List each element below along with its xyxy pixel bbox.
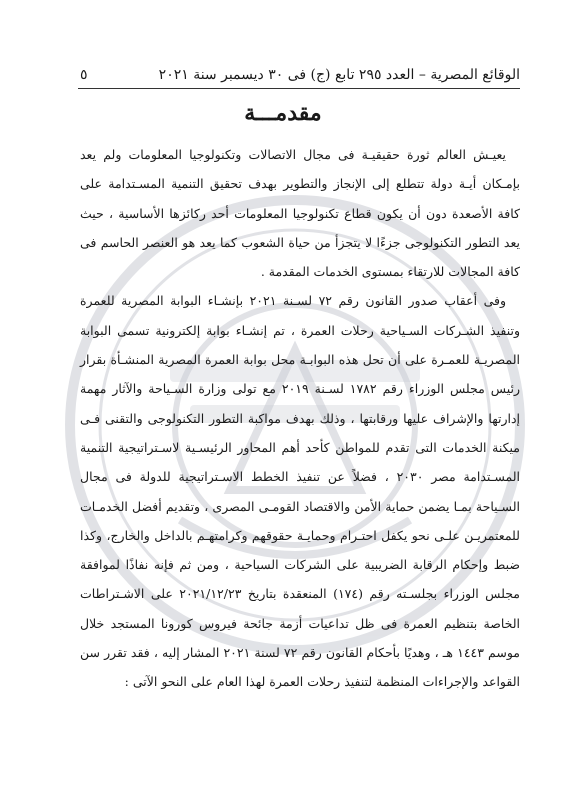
document-body — [80, 140, 520, 697]
section-title: مقدمـــة — [244, 100, 322, 126]
decree-paragraph: وفى أعقاب صدور القانون رقم ٧٢ لسـنة ٢٠٢١ بإنشـاء البوابة المصرية للعمرة وتنفيذ الشـركات السـياحية رحلات العمرة ، تم إنشـاء بوابة إلكترونية تسمى البوابة المصريـة للعمـرة على أن تحل هذه البوابـة محل بوابة العمرة المصرية المنشـأة بقرار رئيس مجلس الوزراء رقم ١٧٨٢ لسـنة ٢٠١٩ مع تولى وزارة السـياحة والآثار مهمة إدارتها والإشراف عليها ورقابتها ، وذلك بهدف مواكبة التطور التكنولوجى والتقنى فـى ميكنة الخدمات التى تقدم للمواطن كأحد أهم المحاور الرئيسـية لاسـتراتيجية التنمية المسـتدامة مصر ٢٠٣٠ ، فضلاً عن تنفيذ الخطط الاسـتراتيجية للدولة فى مجال السـياحة بمـا يضمن حماية الأمن والاقتصاد القومـى المصرى ، وتقديم أفضل الخدمـات للمعتمريـن علـى نحو يكفل احتـرام وحمايـة حقوقهم وكرامتهـم بالداخل والخارج، وكذا ضبط وإحكام الرقابة الضريبية على الشركات السياحية ، ومن ثم فإنه نفاذًا لموافقة مجلس الوزراء بجلسـته رقم (١٧٤) المنعقدة بتاريخ ٢٠٢١/١٢/٢٣ على الاشـتراطات الخاصة بتنظيم العمرة فى ظل تداعيات أزمة جائحة فيروس كورونا المستجد خلال موسم ١٤٤٣ هـ ، وهديًا بأحكام القانون رقم ٧٢ لسنة ٢٠٢١ المشار إليه ، فقد تقرر سن القواعد والإجراءات المنظمة لتنفيذ رحلات العمرة لهذا العام على النحو الآتى : — [80, 293, 521, 690]
page-header — [80, 60, 520, 90]
publication-line: الوقائع المصرية – العدد ٢٩٥ تابع (ج) فى ٣٠ ديسمبر سنة ٢٠٢١ — [158, 67, 520, 83]
header-divider — [78, 88, 520, 89]
intro-paragraph: يعيـش العالم ثورة حقيقيـة فى مجال الاتصالات وتكنولوجيا المعلومات ولم يعد بإمـكان أيـة دولة تتطلع إلى الإنجاز والتطوير بهدف تحقيق التنمية المسـتدامة على كافة الأصعدة دون أن يكون قطاع تكنولوجيا المعلومات أحد ركائزها الأساسية ، حيث يعد التطور التكنولوجى جزءًا لا يتجزأ من حياة الشعوب كما يعد هو العنصر الحاسم فى كافة المجالات للارتقاء بمستوى الخدمات المقدمة . — [80, 147, 520, 280]
page-number: ٥ — [80, 67, 88, 83]
